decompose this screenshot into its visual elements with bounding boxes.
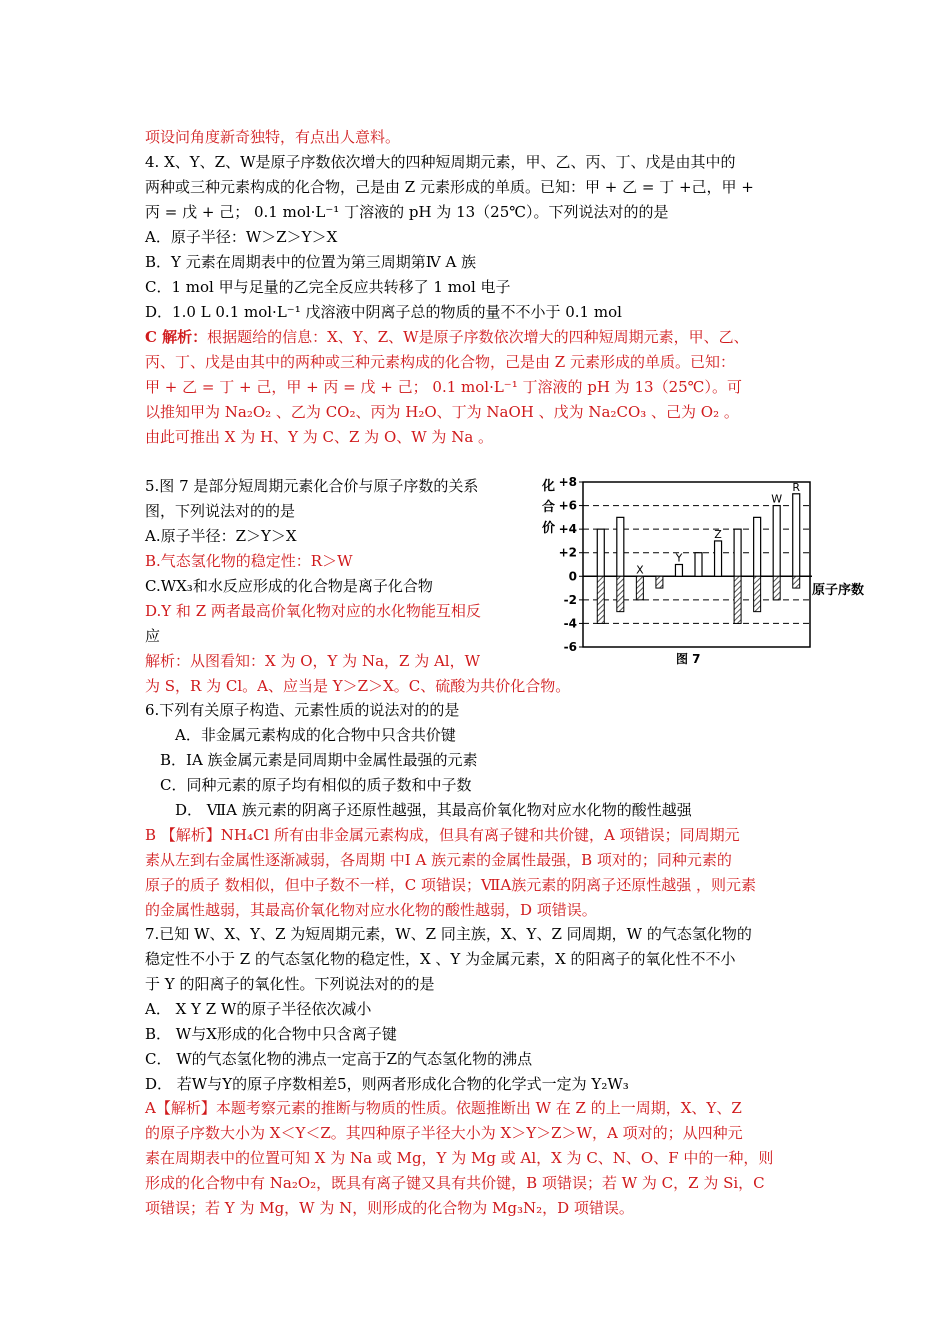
negative-bar: [734, 576, 741, 623]
q4-stem-line-1: 4. X、Y、Z、W是原子序数依次增大的四种短周期元素，甲、乙、丙、丁、戊是由其中的: [145, 153, 736, 171]
q6-option-c: C．同种元素的原子均有相似的质子数和中子数: [160, 776, 472, 794]
y-tick-label: +8: [558, 475, 577, 489]
q6-analysis-line-1: B 【解析】NH₄Cl 所有由非金属元素构成，但具有离子键和共价键，A 项错误；同周期元: [145, 826, 740, 844]
q5-option-d-line-2: 应: [145, 627, 161, 645]
bar-label: Y: [675, 551, 683, 565]
q5-option-d-line-1: D.Y 和 Z 两者最高价氧化物对应的水化物能互相反: [145, 602, 481, 620]
positive-bar: [754, 517, 761, 576]
q4-stem-line-2: 两种或三种元素构成的化合物，己是由 Z 元素形成的单质。已知：甲 + 乙 = 丁 +己，甲 +: [145, 178, 754, 196]
positive-bar: [597, 529, 604, 576]
q6-analysis-line-3: 原子的质子 数相似，但中子数不一样，C 项错误；ⅦA族元素的阴离子还原性越强 ，则元素: [145, 876, 756, 894]
chart-ylabel-1: 化: [542, 479, 556, 494]
bar-label: R: [792, 480, 801, 494]
q5-option-b: B.气态氢化物的稳定性：R＞W: [145, 552, 353, 570]
q5-stem-line-2: 图，下列说法对的的是: [145, 502, 296, 520]
negative-bar: [636, 576, 643, 600]
q7-analysis-line-2: 的原子序数大小为 X＜Y＜Z。其四种原子半径大小为 X＞Y＞Z＞W，A 项对的；从四种元: [145, 1124, 743, 1142]
q4-analysis-line-2: 丙、丁、戊是由其中的两种或三种元素构成的化合物，己是由 Z 元素形成的单质。已知：: [145, 353, 735, 371]
q6-option-d: D． ⅦA 族元素的阴离子还原性越强，其最高价氧化物对应水化物的酸性越强: [175, 801, 692, 819]
bar-label: W: [771, 492, 783, 506]
positive-bar: [695, 553, 702, 577]
q6-analysis-line-2: 素从左到右金属性逐渐减弱，各周期 中Ⅰ A 族元素的金属性最强，B 项对的；同种元素的: [145, 851, 732, 869]
q7-option-a: A． X Y Z W的原子半径依次减小: [145, 1000, 372, 1018]
q7-option-b: B． W与X形成的化合物中只含离子键: [145, 1025, 397, 1043]
q7-option-c: C． W的气态氢化物的沸点一定高于Z的气态氢化物的沸点: [145, 1050, 533, 1068]
q5-option-a: A.原子半径：Z＞Y＞X: [145, 527, 297, 545]
y-tick-label: 0: [568, 569, 577, 584]
q5-stem-line-1: 5.图 7 是部分短周期元素化合价与原子序数的关系: [145, 477, 479, 495]
positive-bar: [793, 494, 800, 577]
positive-bar: [773, 506, 780, 577]
q5-analysis-line-1: 解析：从图看知：X 为 O，Y 为 Na，Z 为 Al，W: [145, 652, 481, 670]
bar-label: X: [636, 563, 644, 577]
q4-option-b: B．Y 元素在周期表中的位置为第三周期第Ⅳ A 族: [145, 253, 477, 271]
q4-stem-line-3: 丙 = 戊 + 己； 0.1 mol·L⁻¹ 丁溶液的 pH 为 13（25℃）。下列说法对的的是: [145, 203, 669, 221]
q6-option-a: A．非金属元素构成的化合物中只含共价键: [175, 726, 456, 744]
y-tick-label: -2: [563, 592, 577, 607]
negative-bar: [754, 576, 761, 611]
q4-analysis-line-1: [145, 326, 749, 348]
q4-answer: C 解析：: [145, 328, 208, 346]
chart-xlabel: 原子序数: [812, 583, 865, 598]
q4-analysis-line-5: 由此可推出 X 为 H、Y 为 C、Z 为 O、W 为 Na 。: [145, 428, 494, 446]
q4-analysis-line-4: 以推知甲为 Na₂O₂ 、乙为 CO₂、丙为 H₂O、丁为 NaOH 、戊为 Na₂CO₃ 、己为 O₂ 。: [145, 403, 739, 421]
y-tick-label: +4: [558, 522, 577, 537]
y-tick-label: -4: [563, 616, 577, 631]
positive-bar: [675, 565, 682, 577]
q5-analysis-line-2: 为 S，R 为 Cl。A、应当是 Y＞Z＞X。C、硫酸为共价化合物。: [145, 677, 571, 695]
q7-option-d: D． 若W与Y的原子序数相差5，则两者形成化合物的化学式一定为 Y₂W₃: [145, 1075, 629, 1093]
q6-analysis-line-4: 的金属性越弱，其最高价氧化物对应水化物的酸性越弱，D 项错误。: [145, 901, 597, 919]
q4-option-a: A．原子半径：W＞Z＞Y＞X: [145, 228, 338, 246]
q4-analysis-line-3: 甲 + 乙 = 丁 + 己，甲 + 丙 = 戊 + 己； 0.1 mol·L⁻¹ 丁溶液的 pH 为 13（25℃）。可: [145, 378, 742, 396]
chart-ylabel-2: 合: [542, 500, 556, 515]
q7-analysis-line-3: 素在周期表中的位置可知 X 为 Na 或 Mg，Y 为 Mg 或 Al，X 为 C、N、O、F 中的一种，则: [145, 1149, 774, 1167]
chart-title: 图 7: [676, 652, 701, 666]
q6-option-b: B．IA 族金属元素是同周期中金属性最强的元素: [160, 751, 478, 769]
q4-analysis-text: 根据题给的信息：X、Y、Z、W是原子序数依次增大的四种短周期元素，甲、乙、: [207, 328, 749, 346]
negative-bar: [597, 576, 604, 623]
negative-bar: [617, 576, 624, 611]
negative-bar: [793, 576, 800, 588]
y-tick-label: +2: [558, 545, 577, 560]
positive-bar: [715, 541, 722, 576]
q7-stem-line-3: 于 Y 的阳离子的氧化性。下列说法对的的是: [145, 975, 435, 993]
q4-option-d: D．1.0 L 0.1 mol·L⁻¹ 戊溶液中阴离子总的物质的量不不小于 0.1 mol: [145, 303, 622, 321]
q3-analysis-tail: 项设问角度新奇独特，有点出人意料。: [145, 128, 401, 146]
q6-stem: 6.下列有关原子构造、元素性质的说法对的的是: [145, 701, 460, 719]
bar-label: Z: [714, 527, 722, 541]
positive-bar: [617, 517, 624, 576]
q7-analysis-line-5: 项错误；若 Y 为 Mg，W 为 N，则形成的化合物为 Mg₃N₂，D 项错误。: [145, 1199, 634, 1217]
q7-analysis-line-4: 形成的化合物中有 Na₂O₂，既具有离子键又具有共价键，B 项错误；若 W 为 C，Z 为 Si，C: [145, 1174, 765, 1192]
q7-analysis-line-1: A【解析】本题考察元素的推断与物质的性质。依题推断出 W 在 Z 的上一周期，X、Y、Z: [145, 1099, 742, 1117]
y-tick-label: -6: [563, 640, 577, 654]
positive-bar: [734, 529, 741, 576]
chart-ylabel-3: 价: [542, 521, 556, 536]
q5-option-c: C.WX₃和水反应形成的化合物是离子化合物: [145, 577, 433, 595]
valence-chart: [528, 470, 900, 670]
negative-bar: [773, 576, 780, 600]
negative-bar: [656, 576, 663, 588]
q7-stem-line-1: 7.已知 W、X、Y、Z 为短周期元素，W、Z 同主族，X、Y、Z 同周期，W 的气态氢化物的: [145, 925, 752, 943]
y-tick-label: +6: [558, 498, 577, 513]
q7-stem-line-2: 稳定性不小于 Z 的气态氢化物的稳定性，X 、Y 为金属元素，X 的阳离子的氧化性不不小: [145, 950, 736, 968]
q4-option-c: C．1 mol 甲与足量的乙完全反应共转移了 1 mol 电子: [145, 278, 511, 296]
